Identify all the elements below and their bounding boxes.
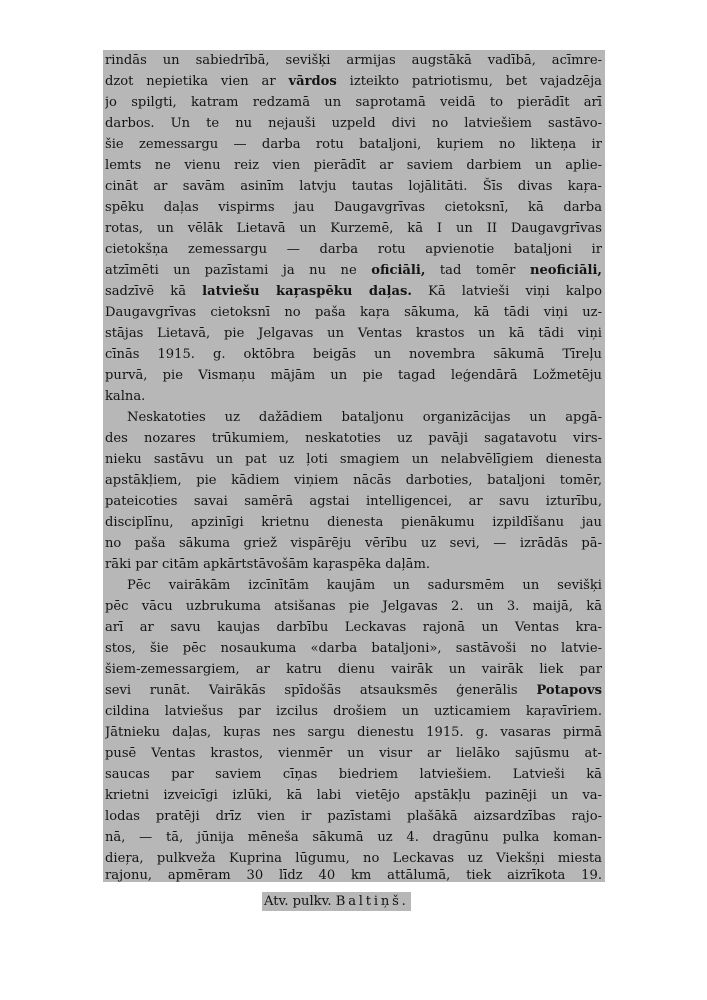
bold-word: Potapovs — [536, 683, 602, 698]
text-line — [105, 260, 602, 281]
paragraph-first-line: Neskatoties uz dažādiem bataljonu organizācijas un apgā- — [127, 410, 602, 425]
text-line: apstākļiem, pie kādiem viņiem nācās darboties, bataljoni tomēr, — [105, 473, 602, 488]
scanned-page — [103, 50, 605, 882]
text-line: dieŗa, pulkveža Kuprina lūgumu, no Leckavas uz Viekšņi miesta — [105, 851, 602, 866]
text-line: cildina latviešus par izcilus drošiem un uzticamiem kaŗavīriem. — [105, 704, 602, 719]
text-line: stājas Lietavā, pie Jelgavas un Ventas krastos un kā tādi viņi — [105, 326, 602, 341]
author-rank: Atv. pulkv. — [264, 894, 336, 909]
text-run: Kā latvieši viņi kalpo — [411, 284, 602, 299]
text-line: des nozares trūkumiem, neskatoties uz pavāji sagatavotu virs- — [105, 431, 602, 446]
text-line: jo spilgti, katram redzamā un saprotamā veidā to pierādīt arī — [105, 95, 602, 110]
text-line: saucas par saviem cīņas biedriem latviešiem. Latvieši kā — [105, 767, 602, 782]
text-line: nā, — tā, jūnija mēneša sākumā uz 4. dragūnu pulka koman- — [105, 830, 602, 845]
text-line: kalna. — [105, 389, 146, 404]
text-line: šie zemessargu — darba rotu bataljoni, kuŗiem no likteņa ir — [105, 137, 602, 152]
text-line: Jātnieku daļas, kuŗas nes sargu dienestu 1915. g. vasaras pirmā — [105, 725, 602, 740]
text-line: rotas, un vēlāk Lietavā un Kurzemē, kā I un II Daugavgrīvas — [105, 221, 602, 236]
bold-word: oficiāli, — [371, 263, 426, 278]
text-line: spēku daļas vispirms jau Daugavgrīvas cietoksnī, kā darba — [105, 200, 602, 215]
text-line: šiem-zemessargiem, ar katru dienu vairāk un vairāk liek par — [105, 662, 602, 677]
author-signature — [262, 892, 411, 911]
text-line: cīnās 1915. g. oktōbra beigās un novembra sākumā Tīreļu — [105, 347, 602, 362]
text-line: darbos. Un te nu nejauši uzpeld divi no latviešiem sastāvo- — [105, 116, 602, 131]
text-line: cietokšņa zemessargu — darba rotu apvienotie bataljoni ir — [105, 242, 602, 257]
text-line — [105, 281, 602, 302]
bold-word: vārdos — [288, 74, 337, 89]
text-line: disciplīnu, apzinīgi krietnu dienesta pienākumu izpildīšanu jau — [105, 515, 602, 530]
text-line: purvā, pie Vismaņu mājām un pie tagad leģendārā Ložmetēju — [105, 368, 602, 383]
bold-word: neoficiāli, — [529, 263, 602, 278]
text-line: nieku sastāvu un pat uz ļoti smagiem un nelabvēlīgiem dienesta — [105, 452, 602, 467]
text-line: pateicoties savai samērā agstai intelligencei, ar savu izturību, — [105, 494, 602, 509]
text-line: cināt ar savām asinīm latvju tautas lojālitāti. Šīs divas kaŗa- — [105, 179, 602, 194]
text-run: sadzīvē kā — [105, 284, 203, 299]
bold-phrase: latviešu kaŗaspēku daļas. — [202, 284, 412, 299]
text-line: pēc vācu uzbrukuma atsišanas pie Jelgavas 2. un 3. maijā, kā — [105, 599, 602, 614]
text-run: izteikto patriotismu, bet vajadzēja — [336, 74, 602, 89]
text-run: tad tomēr — [425, 263, 530, 278]
text-line: krietni izveicīgi izlūki, kā labi vietējo apstākļu pazinēji un va- — [105, 788, 602, 803]
text-line: lemts ne vienu reiz vien pierādīt ar saviem darbiem un aplie- — [105, 158, 602, 173]
text-line — [105, 71, 602, 92]
text-run: dzot nepietika vien ar — [105, 74, 289, 89]
text-line: arī ar savu kaujas darbību Leckavas rajonā un Ventas kra- — [105, 620, 602, 635]
text-line: rāki par citām apkārtstāvošām kaŗaspēka daļām. — [105, 557, 431, 572]
text-line: pusē Ventas krastos, vienmēr un visur ar lielāko sajūsmu at- — [105, 746, 602, 761]
text-line: no paša sākuma griež vispārēju vērību uz sevi, — izrādās pā- — [105, 536, 602, 551]
author-name: Baltiņš. — [335, 894, 409, 909]
text-line: lodas pratēji drīz vien ir pazīstami plašākā aizsardzības rajo- — [105, 809, 602, 824]
text-line: Daugavgrīvas cietoksnī no paša kaŗa sākuma, kā tādi viņi uz- — [105, 305, 602, 320]
text-line: rajonu, apmēram 30 līdz 40 km attālumā, tiek aizrīkota 19. — [105, 869, 602, 882]
paragraph-first-line: Pēc vairākām izcīnītām kaujām un sadursmēm un sevišķi — [127, 578, 602, 593]
text-run: sevi runāt. Vairākās spīdošās atsauksmēs ģenerālis — [105, 683, 537, 698]
text-line: stos, šie pēc nosaukuma «darba bataljoni», sastāvoši no latvie- — [105, 641, 602, 656]
text-line: rindās un sabiedrībā, sevišķi armijas augstākā vadībā, acīmre- — [105, 53, 602, 68]
text-line — [105, 680, 602, 701]
text-run: atzīmēti un pazīstami ja nu ne — [105, 263, 372, 278]
